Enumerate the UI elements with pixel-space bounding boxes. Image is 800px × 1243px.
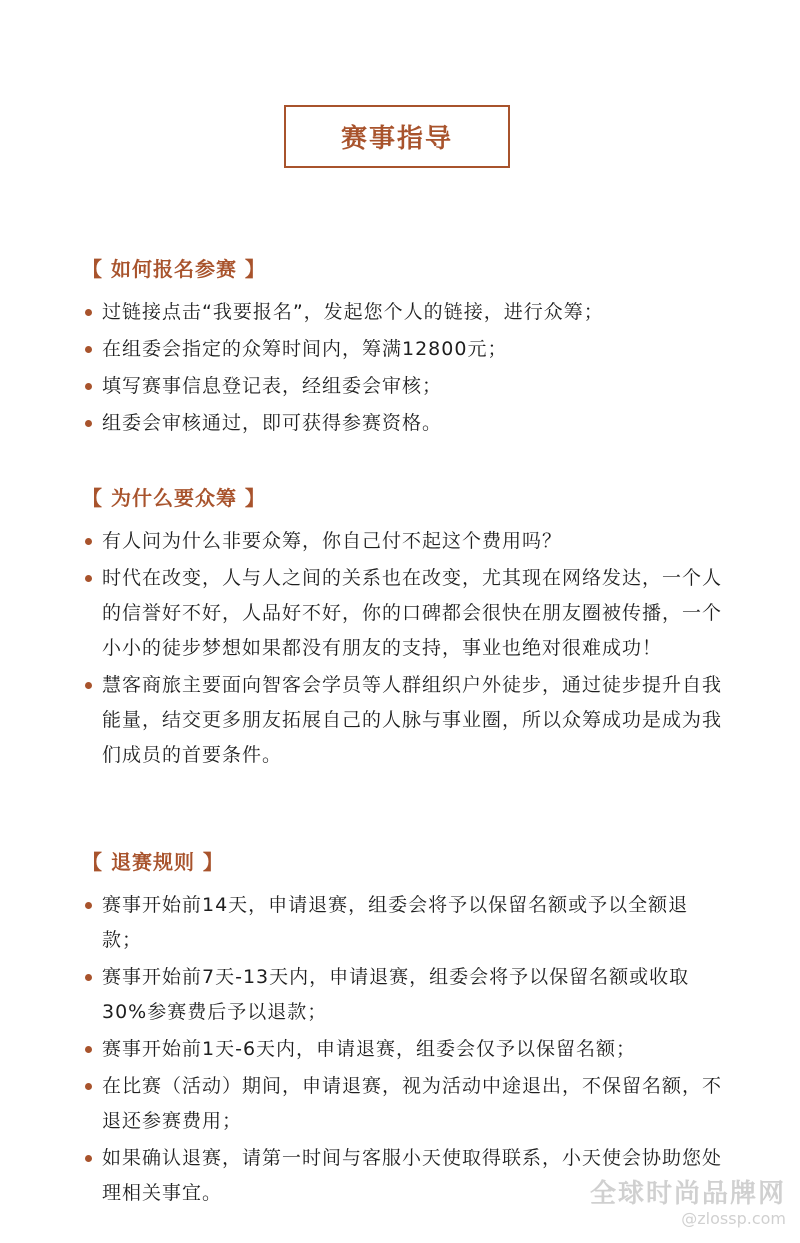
bullet-icon [85,346,92,353]
bullet-icon [85,575,92,582]
bullet-icon [85,682,92,689]
list-item: 赛事开始前7天-13天内，申请退赛，组委会将予以保留名额或收取30%参赛费后予以退款； [82,960,722,1030]
list-item: 慧客商旅主要面向智客会学员等人群组织户外徒步，通过徒步提升自我能量，结交更多朋友拓展自己的人脉与事业圈，所以众筹成功是成为我们成员的首要条件。 [82,668,722,773]
section-why-crowdfunding [82,482,722,775]
section-how-to-register [82,253,722,443]
list-item: 赛事开始前14天，申请退赛，组委会将予以保留名额或予以全额退款； [82,888,722,958]
section-heading: 【 为什么要众筹 】 [82,486,266,510]
bullet-icon [85,309,92,316]
bullet-icon [85,420,92,427]
bullet-icon [85,538,92,545]
list-item: 在比赛（活动）期间，申请退赛，视为活动中途退出，不保留名额，不退还参赛费用； [82,1069,722,1139]
list-item: 赛事开始前1天-6天内，申请退赛，组委会仅予以保留名额； [82,1032,722,1067]
section-heading: 【 如何报名参赛 】 [82,257,266,281]
bullet-icon [85,902,92,909]
watermark-url: @zlossp.com [681,1209,786,1228]
bullet-icon [85,383,92,390]
bullet-icon [85,1046,92,1053]
section-withdrawal-rules [82,846,722,1213]
list-item: 有人问为什么非要众筹，你自己付不起这个费用吗？ [82,524,722,559]
list-item: 组委会审核通过，即可获得参赛资格。 [82,406,722,441]
list-item: 过链接点击“我要报名”，发起您个人的链接，进行众筹； [82,295,722,330]
list-item: 填写赛事信息登记表，经组委会审核； [82,369,722,404]
section-heading: 【 退赛规则 】 [82,850,224,874]
bullet-icon [85,1155,92,1162]
bullet-icon [85,974,92,981]
watermark-text: 全球时尚品牌网 [589,1179,786,1209]
page-title: 赛事指导 [284,105,510,168]
bullet-icon [85,1083,92,1090]
list-item: 在组委会指定的众筹时间内，筹满12800元； [82,332,722,367]
list-item: 时代在改变，人与人之间的关系也在改变，尤其现在网络发达，一个人的信誉好不好，人品好不好，你的口碑都会很快在朋友圈被传播，一个小小的徒步梦想如果都没有朋友的支持，事业也绝对很难成功！ [82,561,722,666]
list-item: 如果确认退赛，请第一时间与客服小天使取得联系，小天使会协助您处理相关事宜。 [82,1141,722,1211]
watermark [590,1179,786,1229]
